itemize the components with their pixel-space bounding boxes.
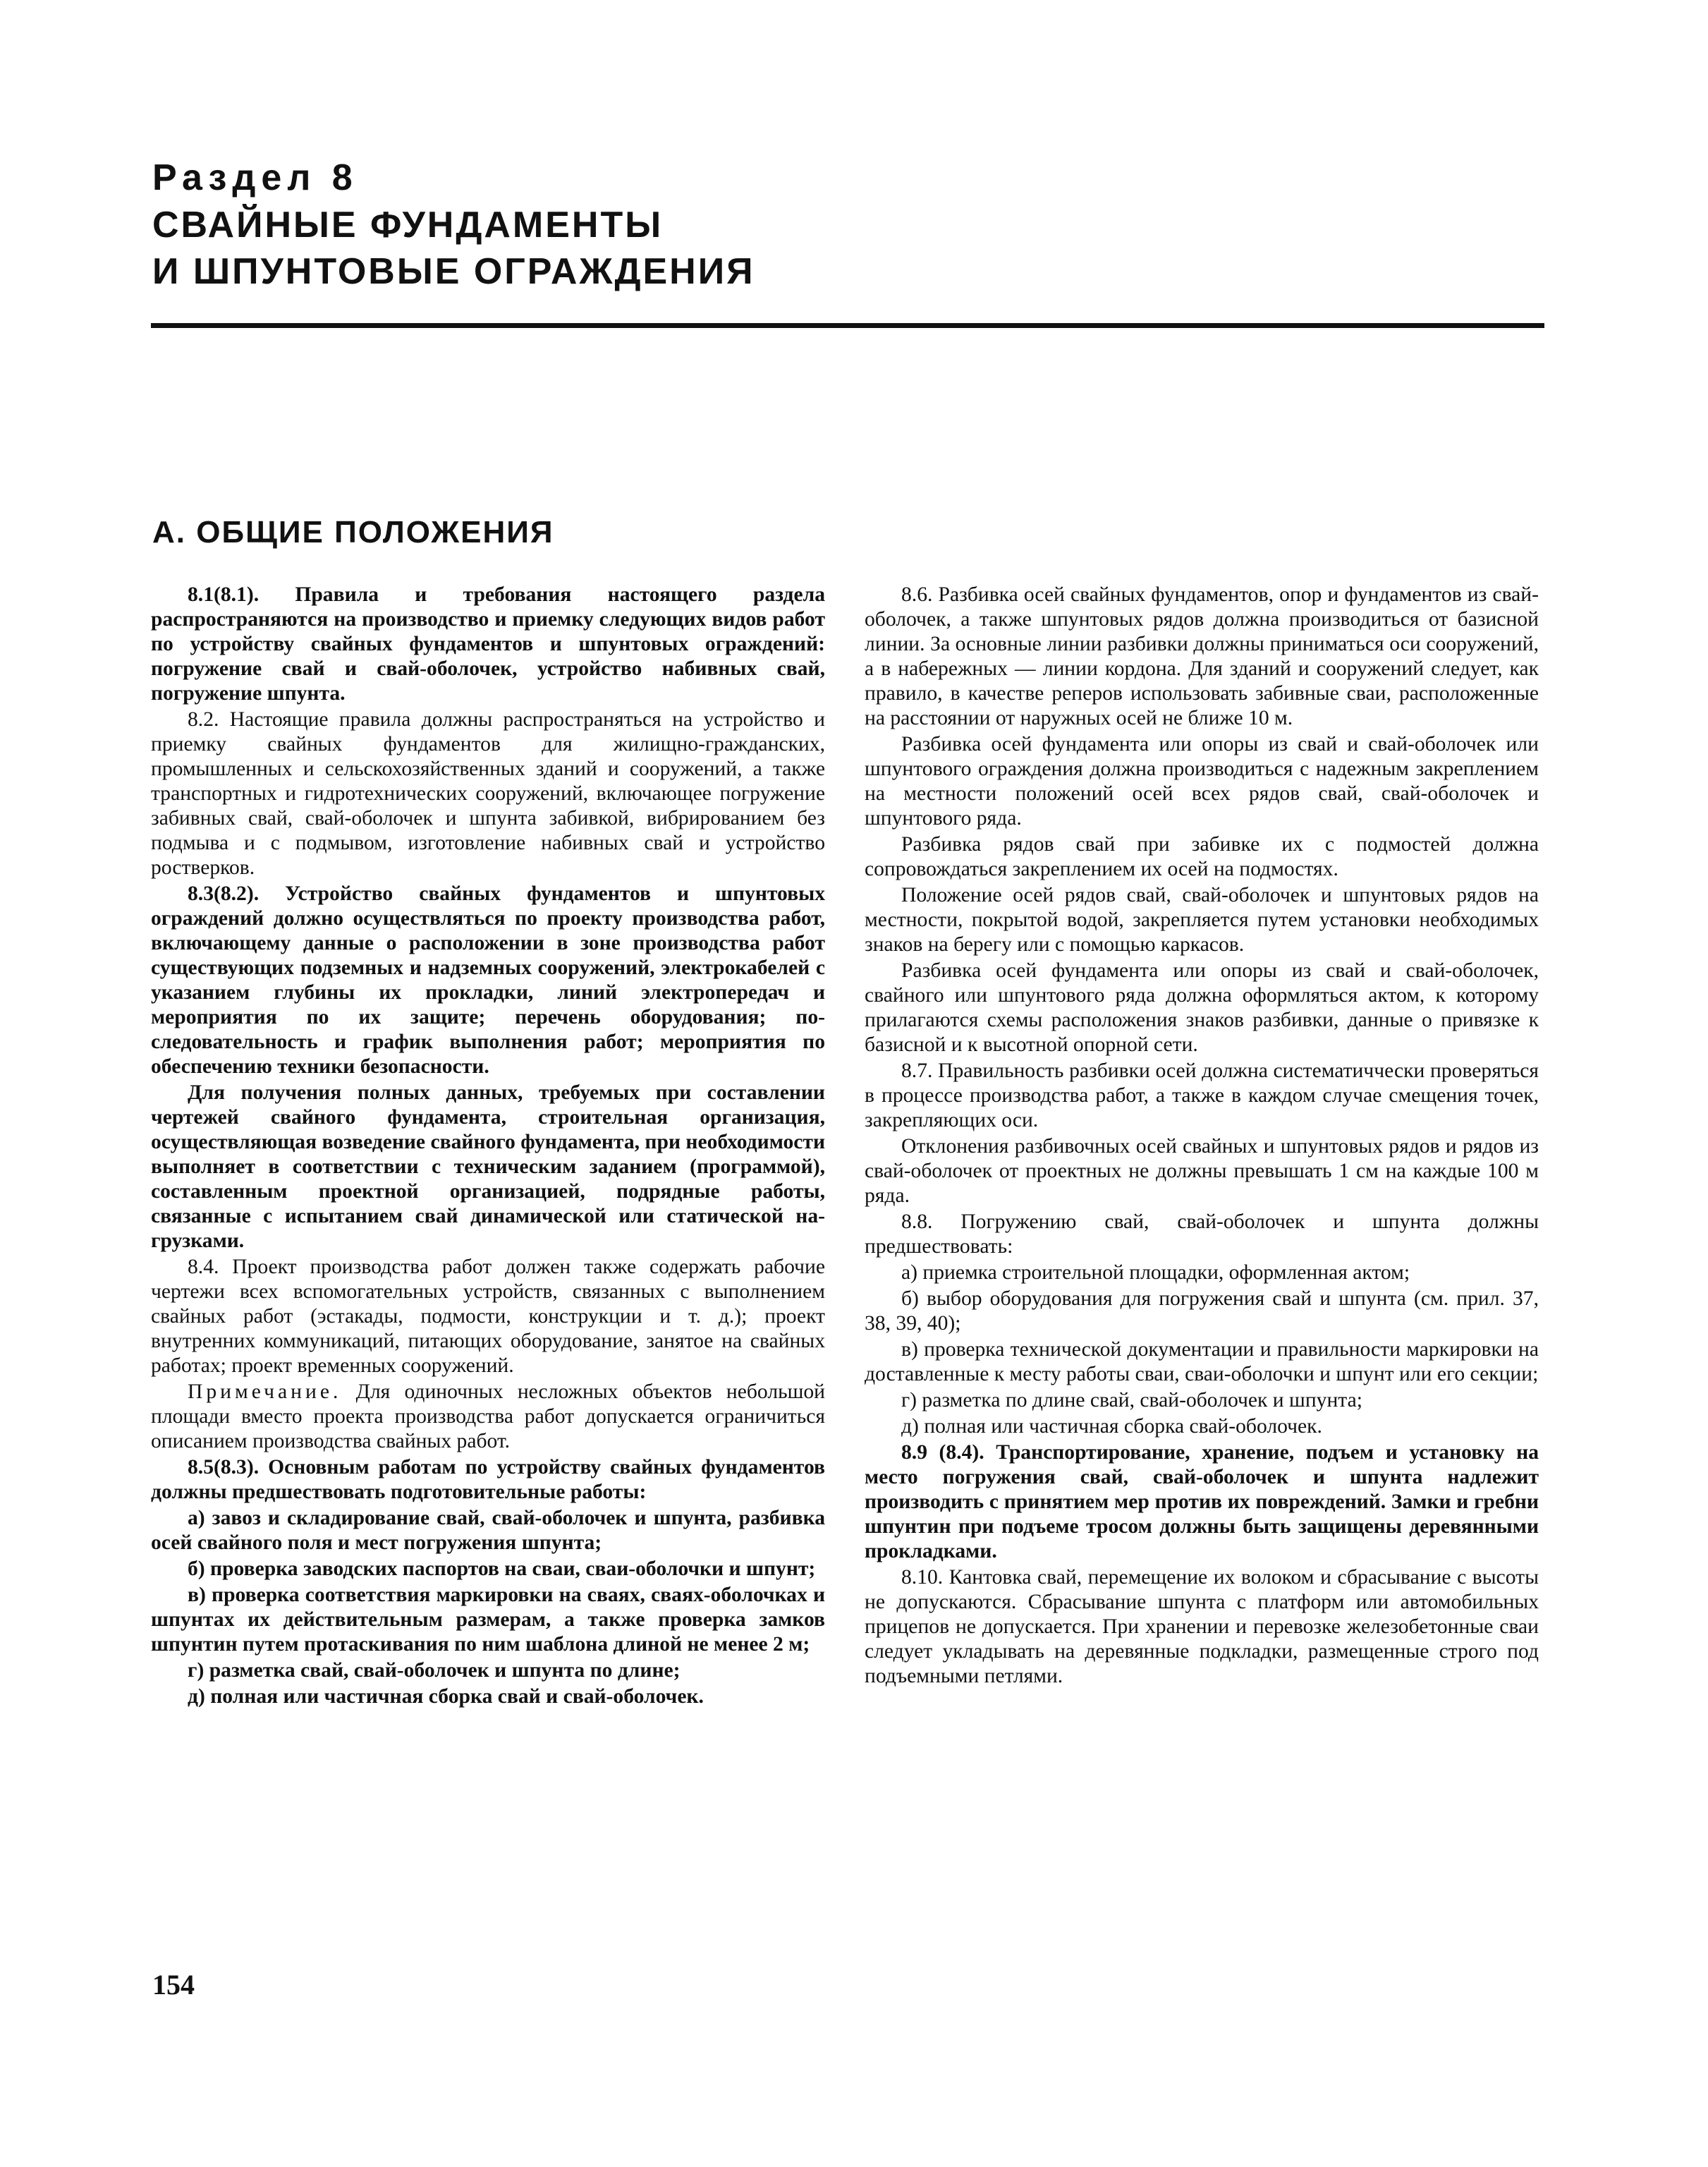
- paragraph-8-3-cont: Для получения полных данных, требуемых при составлении чертежей свайного фундамента, строительная организация, осуществляющая возведение свайного фундамента, при необходимости выполняет в соответствии с техническим заданием (программой), составленным проектной организацией, подрядные работы, связанные с испытанием свай динамической или статической нагрузками.: [151, 1081, 825, 1252]
- paragraph-8-8: 8.8. Погружению свай, свай-оболочек и шпунта должны предшествовать:: [865, 1210, 1539, 1258]
- section-label: Раздел 8: [152, 157, 358, 198]
- section-title: [152, 202, 755, 295]
- list-item-8-8-a: а) приемка строительной площадки, оформленная актом;: [901, 1261, 1410, 1284]
- paragraph-8-10: 8.10. Кантовка свай, перемещение их волоком и сбрасывание с высоты не допускаются. Сбрасывание шпунта с платформ или автомобильных прицепов не допускается. При хранении и перевозке железобетонные сваи следует укладывать на деревянные подкладки, размещенные строго под подъемными петлями.: [865, 1566, 1539, 1687]
- list-item-8-8-b: б) выбор оборудования для погружения свай и шпунта (см. прил. 37, 38, 39, 40);: [865, 1287, 1539, 1335]
- note-text: Для одиночных несложных объектов небольшой площади вместо проекта производства работ допускается ограничиться описанием производства свайных работ.: [151, 1380, 825, 1452]
- section-title-line-1: СВАЙНЫЕ ФУНДАМЕНТЫ: [152, 205, 664, 245]
- list-item-8-5-b: б) проверка заводских паспортов на сваи, сваи-оболочки и шпунт;: [188, 1558, 816, 1580]
- header-divider: [151, 323, 1544, 328]
- paragraph-8-2: 8.2. Настоящие правила должны распространяться на устройство и приемку свайных фундаментов для жилищно-гражданских, промышленных и сельскохозяйственных зданий и сооружений, а также транспортных и гидротехнических сооружений, включающее погружение забивных свай, свай-оболочек и шпунта забивкой, вибрированием без подмыва и с подмывом, изготовление набивных свай и устройство ростверков.: [151, 708, 825, 879]
- note-label: Примечание.: [188, 1380, 342, 1403]
- page-number: 154: [152, 1969, 195, 2001]
- note-paragraph: [151, 1380, 825, 1454]
- list-item-8-5-e: д) полная или частичная сборка свай и свай-оболочек.: [188, 1685, 704, 1708]
- subsection-title: А. ОБЩИЕ ПОЛОЖЕНИЯ: [152, 515, 554, 550]
- list-item-8-5-a: а) завоз и складирование свай, свай-оболочек и шпунта, разбивка осей свайного поля и мест погружения шпунта;: [151, 1507, 825, 1554]
- section-title-line-2: И ШПУНТОВЫЕ ОГРАЖДЕНИЯ: [152, 251, 755, 292]
- list-item-8-5-c: в) проверка соответствия маркировки на сваях, сваях-оболочках и шпунтах их действительным размерам, а также проверка замков шпунтин путем протаскивания по ним шаблона длиной не менее 2 м;: [151, 1584, 825, 1656]
- paragraph-8-6-c: Разбивка рядов свай при забивке их с подмостей должна сопровождаться закреплением их осей на подмостях.: [865, 833, 1539, 880]
- paragraph-8-7: 8.7. Правильность разбивки осей должна систематиччески проверяться в процессе производства работ, а также в каждом случае смещения точек, закрепляющих оси.: [865, 1060, 1539, 1131]
- paragraph-8-6-b: Разбивка осей фундамента или опоры из свай и свай-оболочек или шпунтового ограждения должна производиться с надежным закреплением на местности положений осей всех рядов свай, свай-оболочек и шпунтового ряда.: [865, 733, 1539, 830]
- paragraph-8-6: 8.6. Разбивка осей свайных фундаментов, опор и фундаментов из свай-оболочек, а также шпунтовых рядов должна производиться от базисной линии. За основные линии разбивки должны приниматься оси сооружений, а в набережных — линии кордона. Для зданий и сооружений следует, как правило, в качестве реперов использовать забивные сваи, расположенные на расстоянии от наружных осей не ближе 10 м.: [865, 583, 1539, 729]
- paragraph-8-3: 8.3(8.2). Устройство свайных фундаментов и шпунтовых ограждений должно осуществляться по проекту производства работ, включающему данные о расположении в зоне производства работ существующих подземных и надземных сооружений, электрокабелей с указанием глубины их прокладки, линий электропередач и мероприятия по их защите; перечень оборудования; последовательность и график выполнения работ; мероприятия по обеспечению техники безопасности.: [151, 882, 825, 1078]
- paragraph-8-9: 8.9 (8.4). Транспортирование, хранение, подъем и установку на место погружения свай, свай-оболочек и шпунта надлежит производить с принятием мер против их повреждений. Замки и гребни шпунтин при подъеме тросом должны быть защищены деревянными прокладками.: [865, 1441, 1539, 1562]
- paragraph-8-7-b: Отклонения разбивочных осей свайных и шпунтовых рядов и рядов из свай-оболочек от проектных не должны превышать 1 см на каждые 100 м ряда.: [865, 1135, 1539, 1207]
- list-item-8-8-e: д) полная или частичная сборка свай-оболочек.: [901, 1415, 1322, 1438]
- list-item-8-8-d: г) разметка по длине свай, свай-оболочек и шпунта;: [901, 1389, 1362, 1412]
- paragraph-8-5: 8.5(8.3). Основным работам по устройству свайных фундаментов должны предшествовать подготовительные работы:: [151, 1456, 825, 1503]
- list-item-8-8-c: в) проверка технической документации и правильности маркировки на доставленные к месту работы сваи, сваи-оболочки и шпунт или его секции;: [865, 1338, 1539, 1385]
- paragraph-8-6-d: Положение осей рядов свай, свай-оболочек и шпунтовых рядов на местности, покрытой водой, закрепляется путем установки необходимых знаков на берегу или с помощью каркасов.: [865, 884, 1539, 956]
- paragraph-8-4: 8.4. Проект производства работ должен также содержать рабочие чертежи всех вспомогательных устройств, связанных с выполнением свайных работ (эстакады, подмости, конструкции и т. д.); проект внутренних коммуникаций, питающих оборудование, занятое на свайных работах; проект временных сооружений.: [151, 1256, 825, 1377]
- paragraph-8-6-e: Разбивка осей фундамента или опоры из свай и свай-оболочек, свайного или шпунтового ряда должна оформляться актом, к которому прилагаются схемы расположения знаков разбивки, данные о привязке к базисной и к высотной опорной сети.: [865, 959, 1539, 1056]
- right-column: [865, 583, 1539, 1690]
- left-column: [151, 583, 825, 1711]
- paragraph-8-1: 8.1(8.1). Правила и требования настоящего раздела распространяются на производство и приемку следующих видов работ по устройству свайных фундаментов и шпунтовых ограждений: погружение свай и свай-оболочек, устройство набивных свай, погружение шпунта.: [151, 583, 825, 705]
- list-item-8-5-d: г) разметка свай, свай-оболочек и шпунта по длине;: [188, 1659, 681, 1682]
